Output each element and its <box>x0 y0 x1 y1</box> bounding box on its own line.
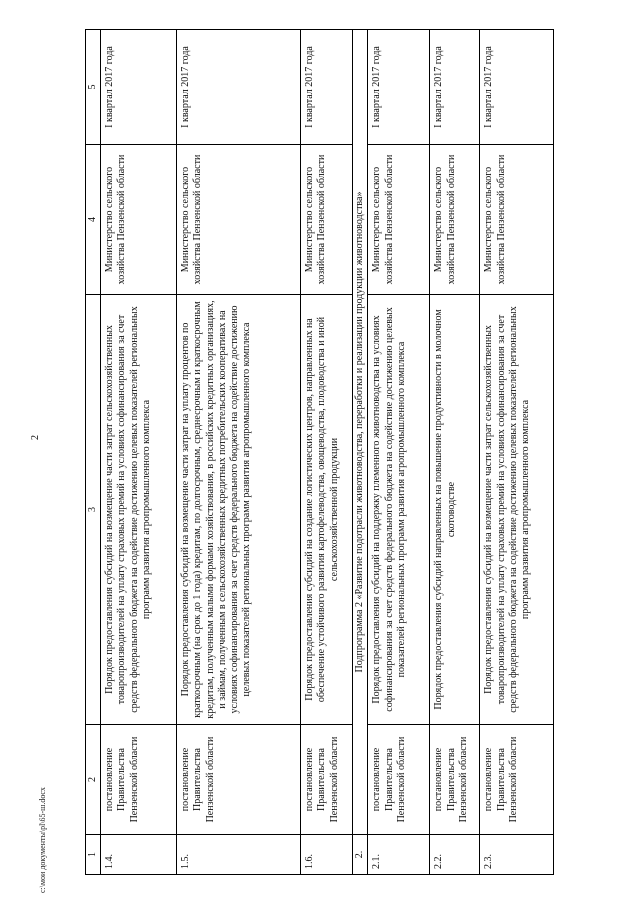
document-type: постановление Правительства Пензенской области <box>368 725 430 835</box>
table-row <box>430 30 480 875</box>
row-number: 2.2. <box>430 835 480 875</box>
header-cell: 2 <box>86 725 101 835</box>
responsible-executor: Министерство сельского хозяйства Пензенской области <box>301 145 353 295</box>
header-cell: 4 <box>86 145 101 295</box>
document-title: Порядок предоставления субсидий на возмещение части затрат на уплату процентов по краткосрочным (на срок до 1 года) кредитам, по долгосрочным, среднесрочным и краткосрочным кредитам, полученным малыми формами хозяйствования, в российских кредитных организациях, и займам, полученным в сельскохозяйственных кредитных потребительских кооперативах на условиях софинансирования за счет средств федерального бюджета на содействие достижению целевых показателей региональных программ развития агропромышленного комплекса <box>177 295 301 725</box>
documents-table <box>85 29 554 875</box>
deadline: I квартал 2017 года <box>480 30 554 145</box>
table-row <box>101 30 177 875</box>
responsible-executor: Министерство сельского хозяйства Пензенской области <box>177 145 301 295</box>
row-number: 1.4. <box>101 835 177 875</box>
subprogram-number: 2. <box>353 835 368 875</box>
document-title: Порядок предоставления субсидий на возмещение части затрат сельскохозяйственных товаропроизводителей на уплату страховых премий на условиях софинансирования за счет средств федерального бюджета на содействие достижению целевых показателей региональных программ развития агропромышленного комплекса <box>480 295 554 725</box>
document-type: постановление Правительства Пензенской области <box>301 725 353 835</box>
responsible-executor: Министерство сельского хозяйства Пензенской области <box>368 145 430 295</box>
page-number: 2 <box>30 435 41 440</box>
subprogram-row <box>353 30 368 875</box>
deadline: I квартал 2017 года <box>177 30 301 145</box>
deadline: I квартал 2017 года <box>301 30 353 145</box>
table-row <box>177 30 301 875</box>
deadline: I квартал 2017 года <box>430 30 480 145</box>
subprogram-title: Подпрограмма 2 «Развитие подотрасли животноводства, переработки и реализации продукции животноводства» <box>353 30 368 835</box>
table-header-row <box>86 30 101 875</box>
row-number: 2.1. <box>368 835 430 875</box>
document-title: Порядок предоставления субсидий на возмещение части затрат сельскохозяйственных товаропроизводителей на уплату страховых премий на условиях софинансирования за счет средств федерального бюджета на содействие достижению целевых показателей региональных программ развития агропромышленного комплекса <box>101 295 177 725</box>
responsible-executor: Министерство сельского хозяйства Пензенской области <box>101 145 177 295</box>
document-title: Порядок предоставления субсидий на создание логистических центров, направленных на обеспечение устойчивого развития картофелеводства, овощеводства, плодоводства и иной сельскохозяйственной продукции <box>301 295 353 725</box>
responsible-executor: Министерство сельского хозяйства Пензенской области <box>430 145 480 295</box>
document-type: постановление Правительства Пензенской области <box>177 725 301 835</box>
document-type: постановление Правительства Пензенской области <box>480 725 554 835</box>
document-type: постановление Правительства Пензенской области <box>430 725 480 835</box>
deadline: I квартал 2017 года <box>101 30 177 145</box>
table-row <box>368 30 430 875</box>
row-number: 1.6. <box>301 835 353 875</box>
footer-file-path: c:\мои документы\pl\65-ш.docx <box>38 787 47 893</box>
responsible-executor: Министерство сельского хозяйства Пензенской области <box>480 145 554 295</box>
document-title: Порядок предоставления субсидий на поддержку племенного животноводства на условиях софинансирования за счет средств федерального бюджета на содействие достижению целевых показателей региональных программ развития агропромышленного комплекса <box>368 295 430 725</box>
header-cell: 3 <box>86 295 101 725</box>
row-number: 2.3. <box>480 835 554 875</box>
table-row <box>480 30 554 875</box>
header-cell: 5 <box>86 30 101 145</box>
header-cell: 1 <box>86 835 101 875</box>
document-type: постановление Правительства Пензенской области <box>101 725 177 835</box>
rotated-page-content <box>85 30 531 875</box>
table-row <box>301 30 353 875</box>
deadline: I квартал 2017 года <box>368 30 430 145</box>
document-title: Порядок предоставления субсидий направленных на повышение продуктивности в молочном скотоводстве <box>430 295 480 725</box>
row-number: 1.5. <box>177 835 301 875</box>
